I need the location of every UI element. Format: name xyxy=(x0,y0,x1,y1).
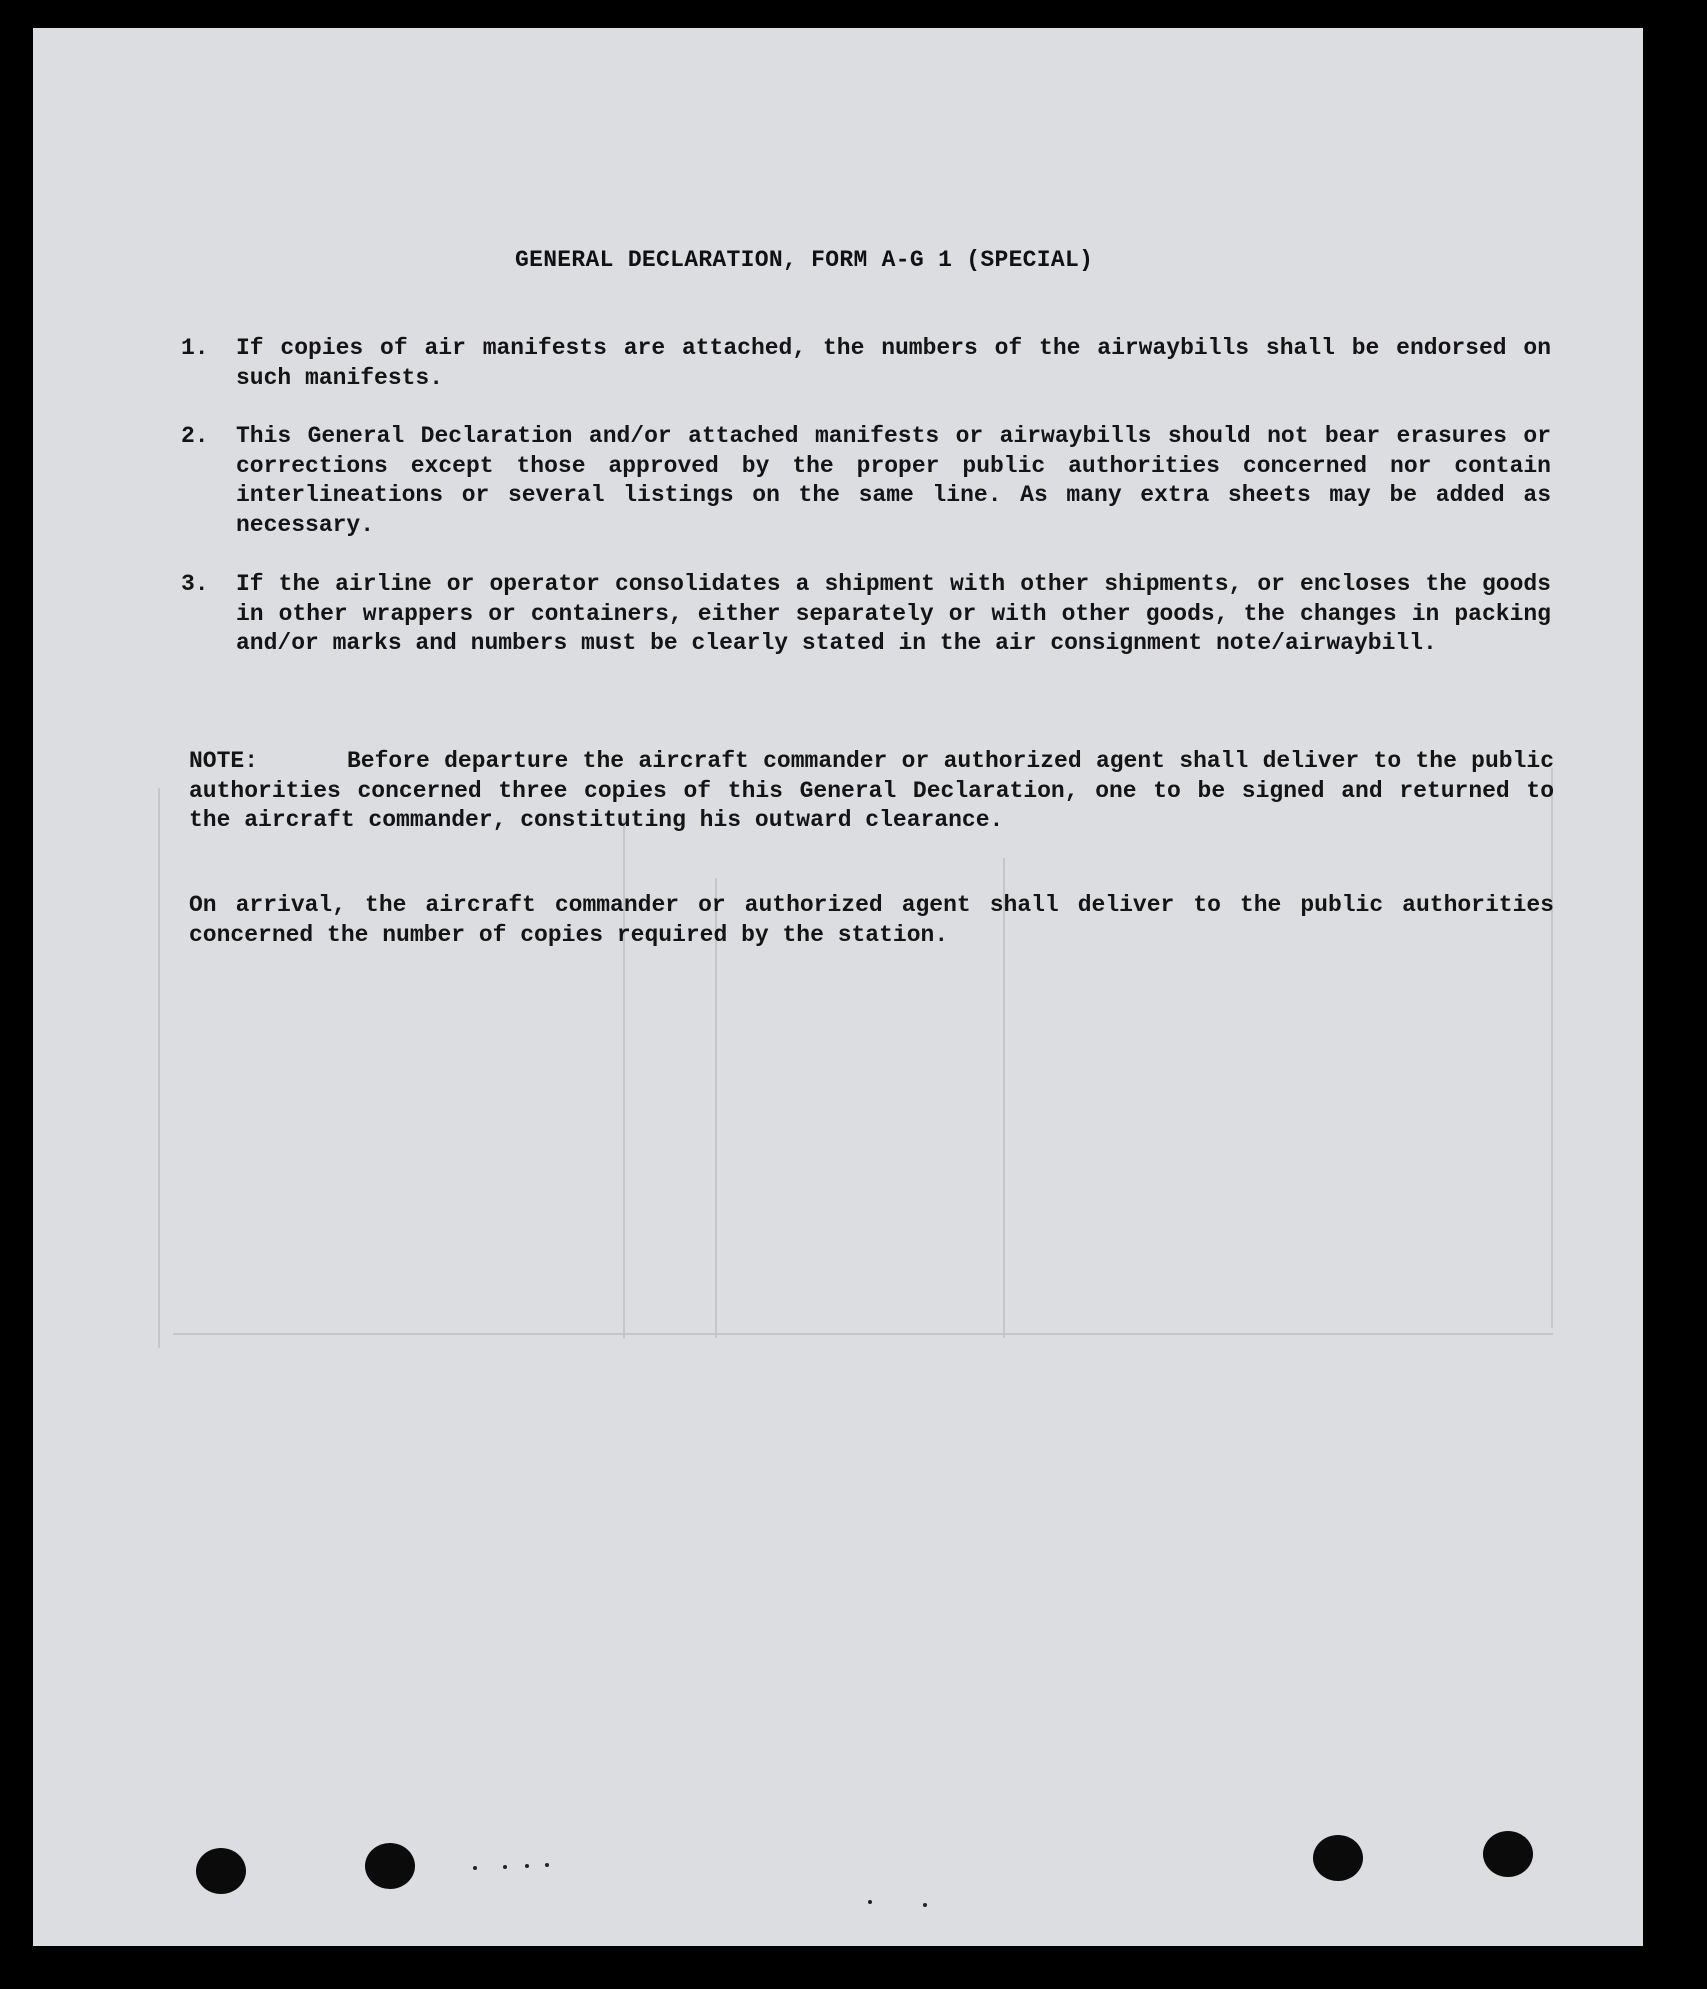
punch-hole xyxy=(1483,1831,1533,1877)
item-text: If the airline or operator consolidates a shipment with other shipments, or encloses the goods in other wrappers or containers, either separately or with other goods, the changes in packing and/or marks and numbers must be clearly stated in the air consignment note/airwaybill. xyxy=(236,571,1551,656)
document-page xyxy=(33,28,1643,1946)
speck xyxy=(868,1900,872,1904)
note-label: NOTE: xyxy=(189,748,259,774)
speck xyxy=(545,1863,549,1867)
list-item xyxy=(181,334,1551,393)
item-number: 1. xyxy=(181,335,209,361)
list-item xyxy=(181,422,1551,540)
speck xyxy=(525,1864,529,1868)
note-text: Before departure the aircraft commander or authorized agent shall deliver to the public authorities concerned three copies of this General Declaration, one to be signed and returned to the aircraft commander, constituting his outward clearance. xyxy=(189,748,1554,833)
item-text: This General Declaration and/or attached manifests or airwaybills should not bear erasures or corrections except those approved by the proper public authorities concerned nor contain interlineations or several listings on the same line. As many extra sheets may be added as necessary. xyxy=(236,423,1551,538)
note-paragraph xyxy=(189,747,1554,836)
list-item xyxy=(181,570,1551,659)
speck xyxy=(503,1865,507,1869)
speck xyxy=(923,1903,927,1907)
punch-hole xyxy=(196,1848,246,1894)
arrival-paragraph: On arrival, the aircraft commander or authorized agent shall deliver to the public authorities concerned the number of copies required by the station. xyxy=(189,892,1554,948)
item-number: 2. xyxy=(181,423,209,449)
item-number: 3. xyxy=(181,571,209,597)
speck xyxy=(473,1866,477,1870)
item-text: If copies of air manifests are attached, the numbers of the airwaybills shall be endorsed on such manifests. xyxy=(236,335,1551,391)
page-title: GENERAL DECLARATION, FORM A-G 1 (SPECIAL) xyxy=(515,247,1094,273)
punch-hole xyxy=(1313,1835,1363,1881)
show-through-line xyxy=(158,788,160,1348)
show-through-line xyxy=(1551,768,1553,1328)
show-through-line xyxy=(173,1333,1553,1335)
punch-hole xyxy=(365,1843,415,1889)
